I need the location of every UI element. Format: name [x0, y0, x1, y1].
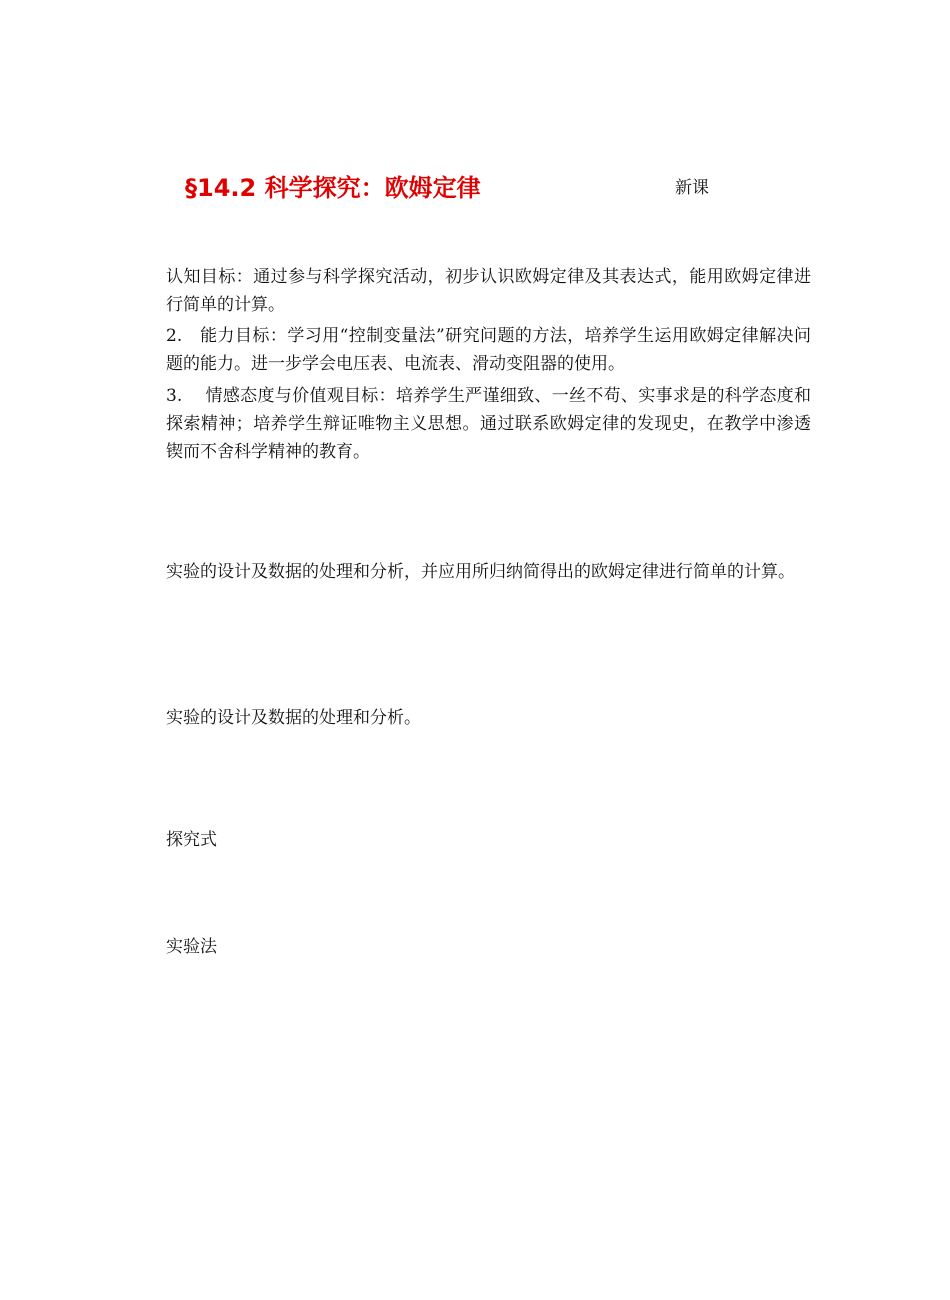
difficulty: 实验的设计及数据的处理和分析。	[166, 708, 421, 728]
key-point: 实验的设计及数据的处理和分析，并应用所归纳简得出的欧姆定律进行简单的计算。	[166, 562, 795, 582]
lesson-type-tag: 新课	[675, 178, 709, 198]
emotion-objective: 3. 情感态度与价值观目标：培养学生严谨细致、一丝不苟、实事求是的科学态度和探索精神；培养学生辩证唯物主义思想。通过联系欧姆定律的发现史，在教学中渗透锲而不舍科学精神的教育。	[166, 386, 811, 462]
teaching-mode: 探究式	[166, 830, 217, 850]
ability-objective: 2. 能力目标：学习用“控制变量法”研究问题的方法，培养学生运用欧姆定律解决问题的能力。进一步学会电压表、电流表、滑动变阻器的使用。	[166, 326, 811, 374]
cognitive-objective: 认知目标：通过参与科学探究活动，初步认识欧姆定律及其表达式，能用欧姆定律进行简单的计算。	[166, 267, 811, 315]
lesson-title: §14.2 科学探究：欧姆定律	[185, 174, 481, 202]
teaching-method: 实验法	[166, 937, 217, 957]
